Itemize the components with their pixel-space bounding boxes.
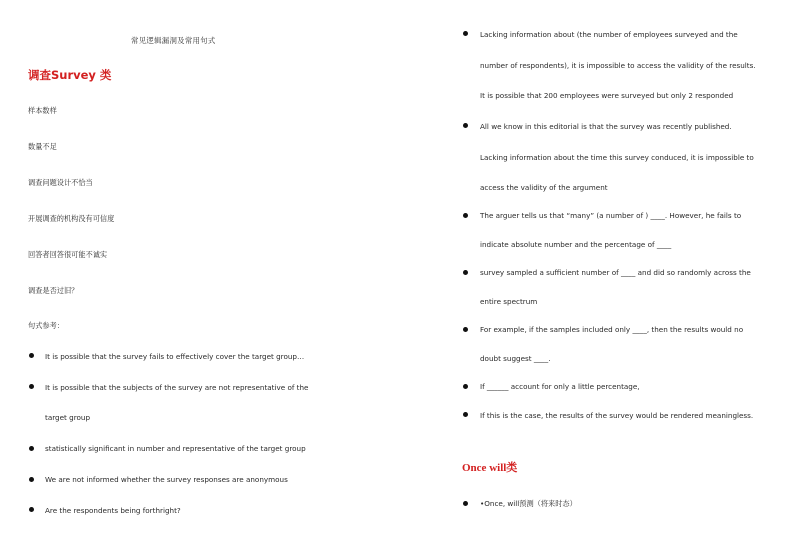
bullet-text-cont: entire spectrum bbox=[480, 297, 538, 306]
bullet-text: It is possible that the survey fails to effectively cover the target group… bbox=[45, 352, 305, 361]
note-line: 调查是否过旧？ bbox=[28, 286, 79, 295]
bullet-text: The arguer tells us that “many” (a number of ) ____. However, he fails to bbox=[480, 211, 742, 220]
note-line: 开展调查的机构没有可信度 bbox=[28, 214, 115, 223]
document-title: 常见逻辑漏洞及常用句式 bbox=[131, 36, 216, 45]
section-title-survey: 调查Survey 类 bbox=[28, 68, 112, 82]
bullet-icon bbox=[463, 270, 468, 275]
bullet-text-cont: number of respondents), it is impossible to access the validity of the results. bbox=[480, 61, 756, 70]
bullet-text-cont: target group bbox=[45, 413, 91, 422]
bullet-icon bbox=[463, 123, 468, 128]
note-line: 句式参考： bbox=[28, 321, 64, 330]
note-line: 回答者回答很可能不诚实 bbox=[28, 250, 108, 259]
note-line: 样本数样 bbox=[28, 106, 57, 115]
bullet-icon bbox=[29, 384, 34, 389]
bullet-icon bbox=[463, 213, 468, 218]
bullet-text: Lacking information about (the number of employees surveyed and the bbox=[480, 30, 738, 39]
bullet-icon bbox=[29, 353, 34, 358]
bullet-text: It is possible that the subjects of the survey are not representative of the bbox=[45, 383, 309, 392]
note-line: 数量不足 bbox=[28, 142, 57, 151]
bullet-icon bbox=[29, 507, 34, 512]
bullet-icon bbox=[29, 477, 34, 482]
bullet-text: •Once, will预测（将来时态） bbox=[480, 499, 577, 508]
bullet-text: All we know in this editorial is that the survey was recently published. bbox=[480, 122, 732, 131]
bullet-text: Are the respondents being forthright? bbox=[45, 506, 181, 515]
section-title-once-will: Once will类 bbox=[462, 462, 518, 474]
bullet-text-cont: doubt suggest ____. bbox=[480, 354, 551, 363]
note-line: 调查问题设计不恰当 bbox=[28, 178, 93, 187]
bullet-text: statistically significant in number and representative of the target group bbox=[45, 444, 306, 453]
bullet-text: If this is the case, the results of the survey would be rendered meaningless. bbox=[480, 411, 754, 420]
bullet-icon bbox=[463, 384, 468, 389]
bullet-icon bbox=[463, 31, 468, 36]
bullet-text: For example, if the samples included only ____, then the results would no bbox=[480, 325, 744, 334]
bullet-icon bbox=[29, 446, 34, 451]
bullet-text: If ______ account for only a little percentage, bbox=[480, 382, 640, 391]
bullet-text-cont: Lacking information about the time this survey conduced, it is impossible to bbox=[480, 153, 754, 162]
bullet-text: We are not informed whether the survey responses are anonymous bbox=[45, 475, 288, 484]
bullet-text-cont: It is possible that 200 employees were surveyed but only 2 responded bbox=[480, 91, 734, 100]
bullet-text-cont: access the validity of the argument bbox=[480, 183, 608, 192]
bullet-icon bbox=[463, 327, 468, 332]
bullet-icon bbox=[463, 412, 468, 417]
bullet-text: survey sampled a sufficient number of ____ and did so randomly across the bbox=[480, 268, 751, 277]
bullet-text-cont: indicate absolute number and the percentage of ____ bbox=[480, 240, 672, 249]
bullet-icon bbox=[463, 501, 468, 506]
